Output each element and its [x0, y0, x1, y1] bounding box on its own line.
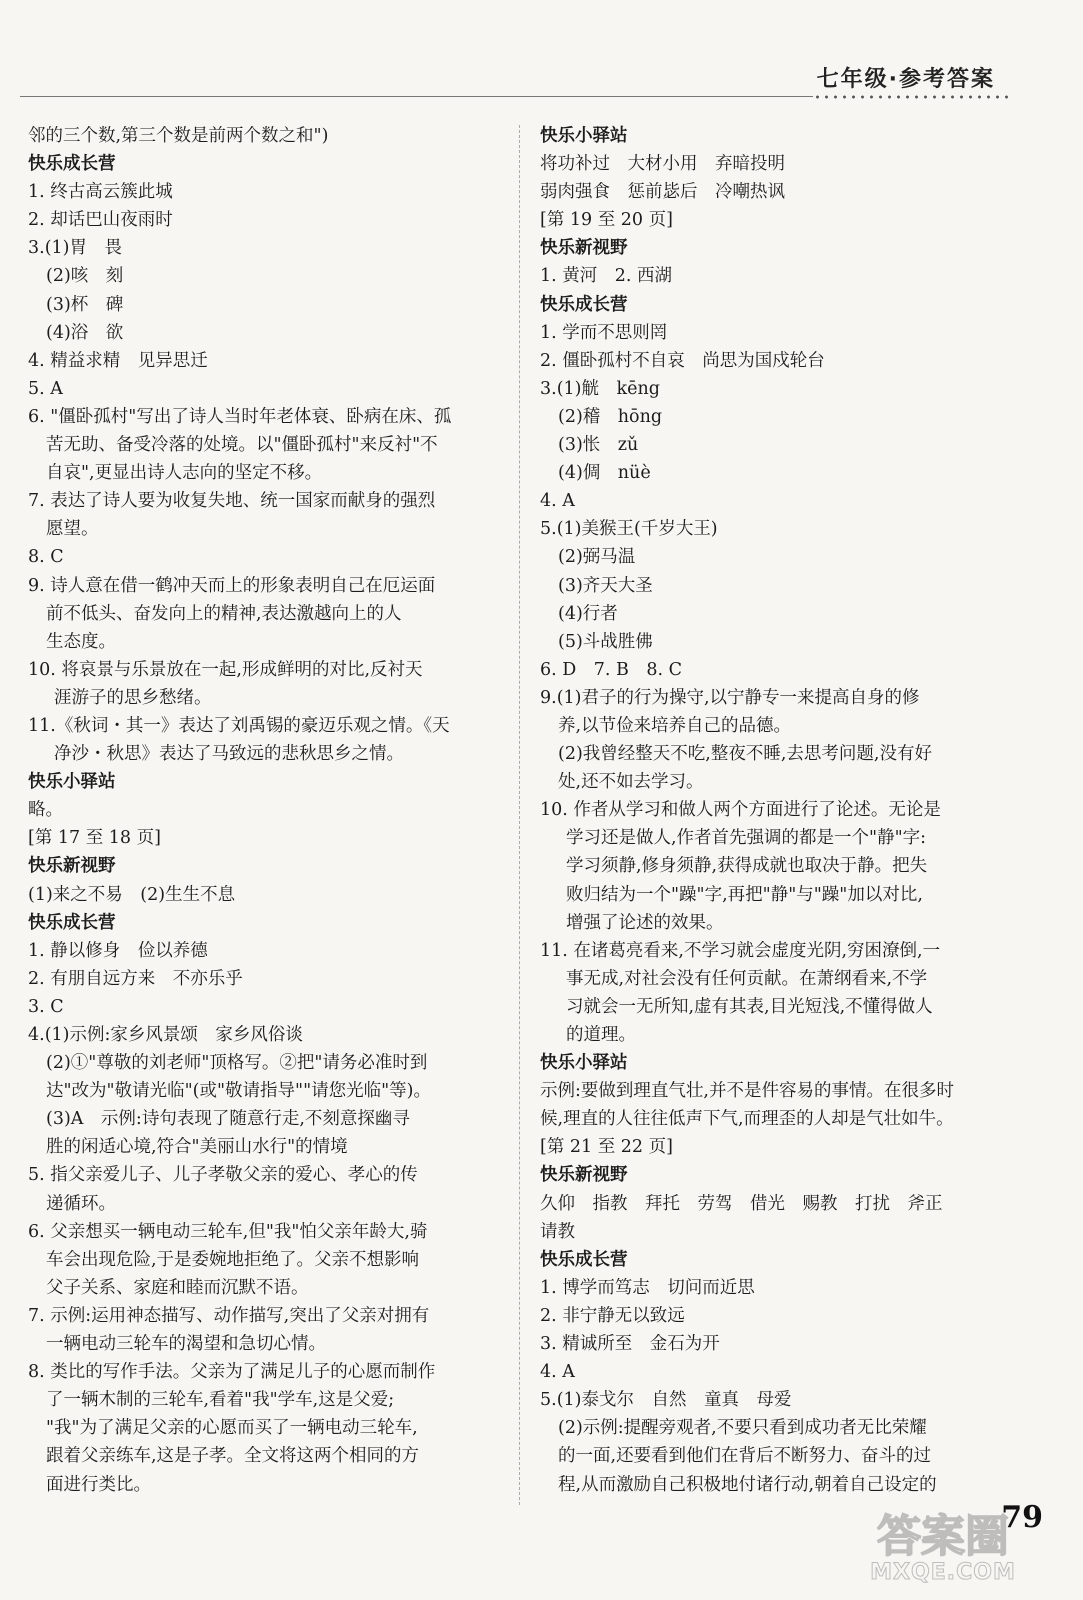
answer-line: 2. 非宁静无以致远 [540, 1305, 685, 1326]
section-heading: 快乐成长营 [28, 154, 116, 175]
section-heading: 快乐成长营 [540, 1249, 628, 1270]
answer-line: 久仰 指教 拜托 劳驾 借光 赐教 打扰 斧正 [540, 1193, 943, 1214]
left-column [28, 122, 502, 1499]
answer-line: 4. 精益求精 见异思迁 [28, 350, 208, 371]
section-heading: 快乐小驿站 [540, 126, 628, 146]
answer-line: 10. 将哀景与乐景放在一起,形成鲜明的对比,反衬天 [28, 659, 423, 680]
answer-line: 4. A [540, 491, 575, 512]
answer-line: 弱肉强食 惩前毖后 冷嘲热讽 [540, 182, 785, 203]
answer-line: 7. 示例:运用神态描写、动作描写,突出了父亲对拥有 [28, 1305, 430, 1326]
section-heading: 快乐成长营 [540, 294, 628, 315]
answer-line: 1. 黄河 2. 西湖 [540, 266, 673, 287]
answer-line: 9.(1)君子的行为操守,以宁静专一来提高自身的修 [540, 687, 920, 708]
answer-line: 面进行类比。 [46, 1474, 151, 1495]
answer-line: 示例:要做到理直气壮,并不是件容易的事情。在很多时 [540, 1081, 954, 1102]
section-heading: 快乐新视野 [28, 856, 116, 877]
answer-line: (2)我曾经整天不吃,整夜不睡,去思考问题,没有好 [558, 744, 932, 765]
answer-line: (4)倜 nüè [558, 463, 651, 484]
answer-line: 4.(1)示例:家乡风景颂 家乡风俗谈 [28, 1025, 303, 1045]
header-dotted-ornament [813, 93, 1013, 101]
answer-line: 父子关系、家庭和睦而沉默不语。 [46, 1277, 309, 1298]
answer-line: 事无成,对社会没有任何贡献。在萧纲看来,不学 [566, 968, 928, 989]
answer-line: 胜的闲适心境,符合"美丽山水行"的情境 [46, 1137, 348, 1158]
answer-line: 8. 类比的写作手法。父亲为了满足儿子的心愿而制作 [28, 1362, 436, 1383]
answer-line: (2)咳 刻 [46, 266, 124, 287]
answer-line: 苦无助、备受冷落的处境。以"僵卧孤村"来反衬"不 [46, 435, 438, 456]
answer-line: "我"为了满足父亲的心愿而买了一辆电动三轮车, [46, 1418, 418, 1439]
answer-line: 略。 [28, 800, 63, 821]
answer-line: 1. 终古高云簇此城 [28, 182, 173, 203]
answer-line: (3)A 示例:诗句表现了随意行走,不刻意探幽寻 [46, 1109, 410, 1130]
answer-line: 净沙・秋思》表达了马致远的悲秋思乡之情。 [54, 744, 404, 765]
answer-line: (3)杯 碑 [46, 294, 124, 315]
answer-line: 请教 [540, 1221, 575, 1242]
section-heading: 快乐小驿站 [28, 772, 116, 793]
answer-line: 车会出现危险,于是委婉地拒绝了。父亲不想影响 [46, 1249, 420, 1270]
answer-line: (3)怅 zǔ [558, 435, 639, 456]
answer-line: 2. 僵卧孤村不自哀 尚思为国戍轮台 [540, 350, 825, 371]
answer-line: 递循环。 [46, 1193, 116, 1214]
answer-line: 6. D 7. B 8. C [540, 659, 683, 680]
answer-line: 6. "僵卧孤村"写出了诗人当时年老体衰、卧病在床、孤 [28, 406, 452, 427]
section-heading: 快乐新视野 [540, 1165, 628, 1186]
answer-line: (2)①"尊敬的刘老师"顶格写。②把"请务必准时到 [46, 1053, 428, 1074]
watermark-logo [843, 1511, 1043, 1592]
answer-line: 6. 父亲想买一辆电动三轮车,但"我"怕父亲年龄大,骑 [28, 1221, 428, 1242]
answer-line: 邻的三个数,第三个数是前两个数之和") [28, 126, 329, 146]
answer-line: 习就会一无所知,虚有其表,目光短浅,不懂得做人 [566, 996, 933, 1017]
answer-line: 5. 指父亲爱儿子、儿子孝敬父亲的爱心、孝心的传 [28, 1165, 418, 1186]
section-heading: 快乐新视野 [540, 238, 628, 259]
answer-line: (4)浴 欲 [46, 322, 124, 343]
watermark-main-text: 答案圈 [877, 1511, 1009, 1562]
answer-line: 涯游子的思乡愁绪。 [54, 687, 212, 708]
answer-line: 一辆电动三轮车的渴望和急切心情。 [46, 1334, 326, 1355]
answer-line: 4. A [540, 1362, 575, 1383]
right-column [540, 122, 1008, 1499]
answer-line: 2. 有朋自远方来 不亦乐乎 [28, 968, 243, 989]
answer-line: 养,以节俭来培养自己的品德。 [558, 715, 792, 736]
answer-line: 1. 学而不思则罔 [540, 322, 668, 343]
answer-line: 学习还是做人,作者首先强调的都是一个"静"字: [566, 828, 927, 849]
answer-line: 3.(1)胃 畏 [28, 238, 122, 259]
answer-line: 生态度。 [46, 631, 116, 652]
watermark-sub-text: MXQE.COM [870, 1560, 1016, 1585]
answer-line: 1. 博学而笃志 切问而近思 [540, 1277, 755, 1298]
answer-line: [第 19 至 20 页] [540, 210, 673, 231]
answer-line: 自哀",更显出诗人志向的坚定不移。 [46, 463, 323, 484]
answer-line: (2)稽 hōng [558, 406, 663, 427]
answer-line: 增强了论述的效果。 [566, 912, 724, 933]
answer-line: (5)斗战胜佛 [558, 631, 653, 652]
answer-line: 将功补过 大材小用 弃暗投明 [540, 154, 785, 175]
answer-line: (1)来之不易 (2)生生不息 [28, 884, 236, 905]
answer-line: (2)弼马温 [558, 547, 636, 568]
answer-line: 3. 精诚所至 金石为开 [540, 1334, 720, 1355]
section-heading: 快乐小驿站 [540, 1053, 628, 1074]
answer-line: 候,理直的人往往低声下气,而理歪的人却是气壮如牛。 [540, 1109, 954, 1130]
answer-line: [第 21 至 22 页] [540, 1137, 673, 1158]
answer-line: 2. 却话巴山夜雨时 [28, 210, 173, 231]
answer-line: 的一面,还要看到他们在背后不断努力、奋斗的过 [558, 1446, 932, 1467]
answer-line: 11. 在诸葛亮看来,不学习就会虚度光阴,穷困潦倒,一 [540, 940, 941, 961]
header-title: 七年级·参考答案 [816, 67, 995, 92]
answer-line: 前不低头、奋发向上的精神,表达激越向上的人 [46, 603, 402, 624]
answer-line: 1. 静以修身 俭以养德 [28, 940, 208, 961]
answer-line: (2)示例:提醒旁观者,不要只看到成功者无比荣耀 [558, 1418, 927, 1439]
answer-line: 败归结为一个"躁"字,再把"静"与"躁"加以对比, [566, 884, 923, 905]
answer-line: 达"改为"敬请光临"(或"敬请指导""请您光临"等)。 [46, 1081, 431, 1102]
answer-line: 3.(1)觥 kēng [540, 378, 660, 399]
answer-line: 5.(1)泰戈尔 自然 童真 母爱 [540, 1390, 792, 1411]
answer-line: 学习须静,修身须静,获得成就也取决于静。把失 [566, 856, 928, 877]
answer-line: 跟着父亲练车,这是子孝。全文将这两个相同的方 [46, 1446, 420, 1467]
answer-line: 7. 表达了诗人要为收复失地、统一国家而献身的强烈 [28, 491, 436, 512]
answer-line: 5.(1)美猴王(千岁大王) [540, 519, 718, 540]
answer-line: 程,从而激励自己积极地付诸行动,朝着自己设定的 [558, 1474, 937, 1495]
section-heading: 快乐成长营 [28, 912, 116, 933]
answer-line: 8. C [28, 547, 64, 568]
answer-line: (3)齐天大圣 [558, 575, 653, 596]
answer-line: 的道理。 [566, 1025, 636, 1045]
column-divider [519, 125, 520, 1505]
answer-line: 愿望。 [46, 519, 99, 540]
answer-line: 5. A [28, 378, 63, 399]
answer-line: 10. 作者从学习和做人两个方面进行了论述。无论是 [540, 800, 941, 821]
answer-line: [第 17 至 18 页] [28, 828, 161, 849]
answer-line: 3. C [28, 996, 64, 1017]
page-number: 79 [1001, 1500, 1043, 1535]
answer-line: 了一辆木制的三轮车,看着"我"学车,这是父爱; [46, 1390, 395, 1411]
answer-line: 9. 诗人意在借一鹤冲天而上的形象表明自己在厄运面 [28, 575, 436, 596]
answer-line: 处,还不如去学习。 [558, 772, 704, 793]
answer-line: (4)行者 [558, 603, 618, 624]
answer-line: 11.《秋词・其一》表达了刘禹锡的豪迈乐观之情。《天 [28, 715, 450, 736]
